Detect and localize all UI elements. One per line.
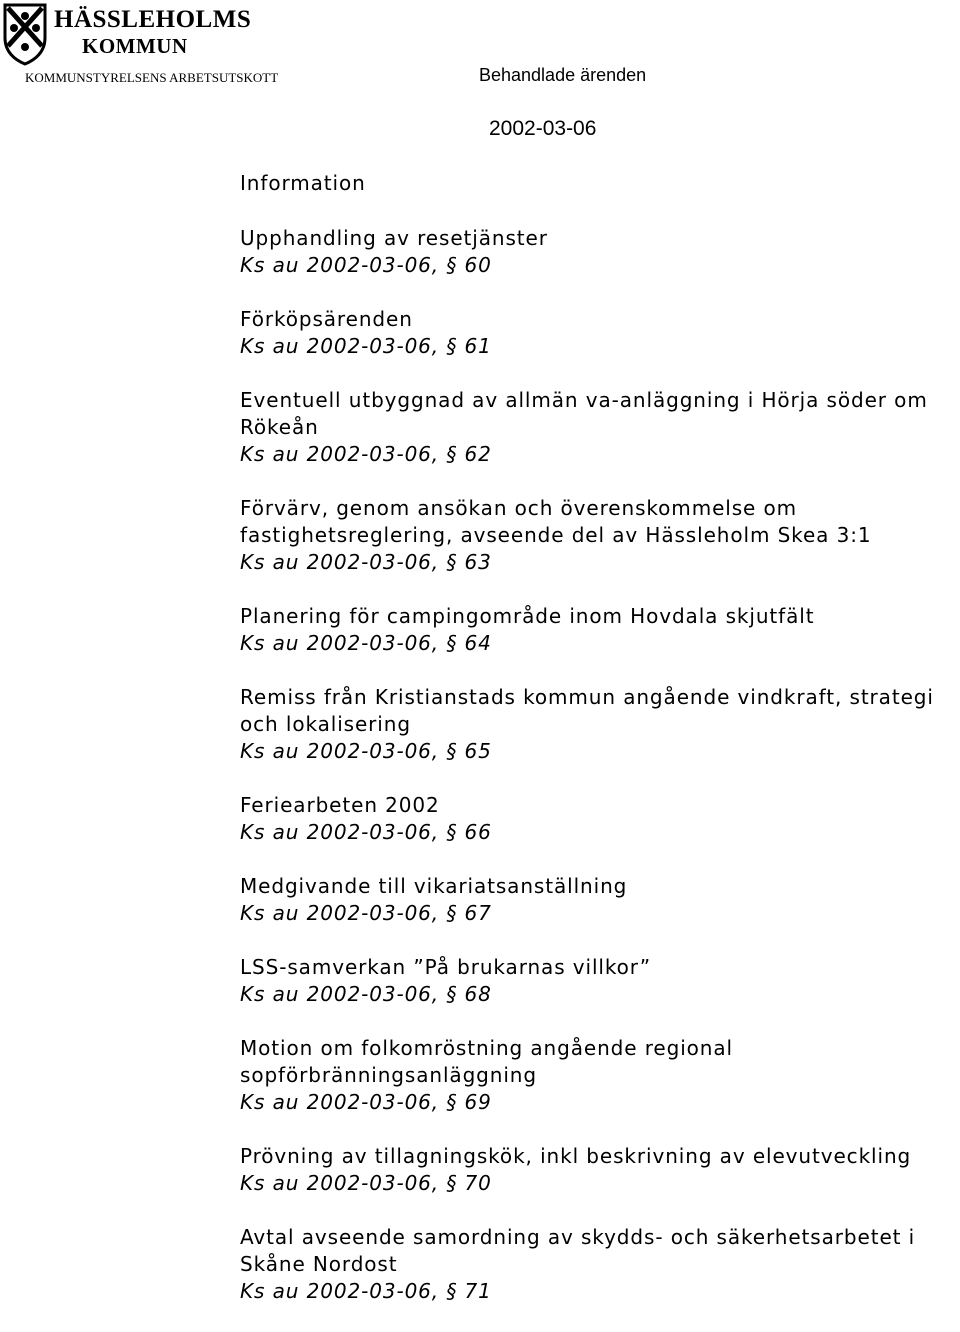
case-title: Prövning av tillagningskök, inkl beskrivning av elevutveckling (240, 1144, 912, 1168)
case-item (240, 954, 958, 1008)
case-items (240, 225, 958, 1305)
case-reference: Ks au 2002-03-06, § 68 (240, 982, 492, 1006)
case-title: Medgivande till vikariatsanställning (240, 874, 628, 898)
case-item (240, 225, 958, 279)
case-title: LSS-samverkan ”På brukarnas villkor” (240, 955, 652, 979)
case-item (240, 1224, 958, 1305)
case-title: Förköpsärenden (240, 307, 413, 331)
case-title: sopförbränningsanläggning (240, 1063, 537, 1087)
case-title: Rökeån (240, 415, 319, 439)
case-reference: Ks au 2002-03-06, § 64 (240, 631, 492, 655)
document-type: Behandlade ärenden (479, 65, 647, 85)
case-item (240, 387, 958, 468)
case-reference: Ks au 2002-03-06, § 65 (240, 739, 492, 763)
case-reference: Ks au 2002-03-06, § 71 (240, 1279, 492, 1303)
section-heading: Information (240, 171, 366, 195)
case-reference: Ks au 2002-03-06, § 69 (240, 1090, 492, 1114)
case-item (240, 603, 958, 657)
case-title: Planering för campingområde inom Hovdala skjutfält (240, 604, 815, 628)
case-reference: Ks au 2002-03-06, § 63 (240, 550, 492, 574)
case-title: och lokalisering (240, 712, 411, 736)
case-reference: Ks au 2002-03-06, § 70 (240, 1171, 492, 1195)
case-title: Skåne Nordost (240, 1252, 398, 1276)
case-list (240, 170, 958, 1332)
case-item (240, 792, 958, 846)
case-title: Upphandling av resetjänster (240, 226, 548, 250)
case-title: Feriearbeten 2002 (240, 793, 440, 817)
case-item (240, 306, 958, 360)
logo-text-line2: KOMMUN (82, 34, 188, 58)
municipality-logo (0, 0, 252, 70)
department-name: KOMMUNSTYRELSENS ARBETSUTSKOTT (25, 70, 279, 85)
case-reference: Ks au 2002-03-06, § 60 (240, 253, 492, 277)
case-item (240, 684, 958, 765)
case-item (240, 495, 958, 576)
coat-of-arms-icon (2, 2, 48, 66)
case-title: Eventuell utbyggnad av allmän va-anläggning i Hörja söder om (240, 388, 928, 412)
case-item (240, 1143, 958, 1197)
logo-text-line1: HÄSSLEHOLMS (54, 6, 252, 33)
case-title: Förvärv, genom ansökan och överenskommelse om (240, 496, 798, 520)
case-title: fastighetsreglering, avseende del av Hässleholm Skea 3:1 (240, 523, 872, 547)
document-date: 2002-03-06 (489, 117, 597, 140)
case-reference: Ks au 2002-03-06, § 62 (240, 442, 492, 466)
case-reference: Ks au 2002-03-06, § 66 (240, 820, 492, 844)
case-item (240, 1035, 958, 1116)
case-reference: Ks au 2002-03-06, § 61 (240, 334, 492, 358)
case-reference: Ks au 2002-03-06, § 67 (240, 901, 492, 925)
case-title: Avtal avseende samordning av skydds- och säkerhetsarbetet i (240, 1225, 916, 1249)
case-title: Remiss från Kristianstads kommun angående vindkraft, strategi (240, 685, 934, 709)
case-title: Motion om folkomröstning angående regional (240, 1036, 733, 1060)
case-item (240, 873, 958, 927)
